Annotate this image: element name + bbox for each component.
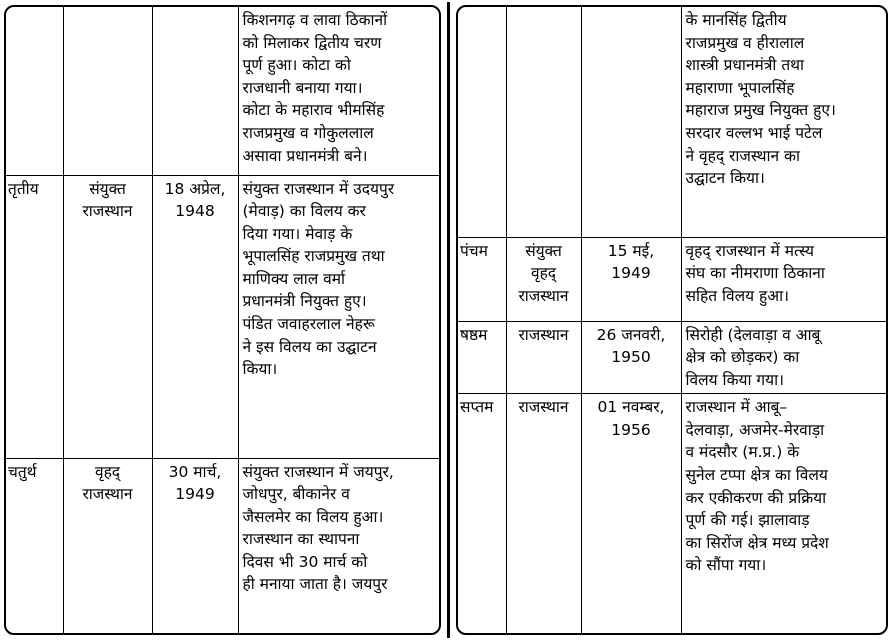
description-line: के मानसिंह द्वितीय <box>685 11 787 29</box>
description-line: भूपालसिंह राजप्रमुख तथा <box>242 247 385 266</box>
date-line: 26 जनवरी, <box>596 325 666 344</box>
description-line: किशनगढ़ व लावा ठिकानों <box>242 11 388 29</box>
description-line: असावा प्रधानमंत्री बने। <box>242 146 368 165</box>
table-row <box>6 175 439 458</box>
date-line: 15 मई, <box>607 241 655 260</box>
description-cell <box>681 321 886 394</box>
date-cell <box>581 394 681 634</box>
description-line: किया। <box>242 360 278 379</box>
description-cell <box>681 394 886 634</box>
state-name-line: संयुक्त <box>525 241 562 260</box>
date-line: 1950 <box>611 348 651 367</box>
description-line: पूर्ण हुआ। कोटा को <box>242 56 351 75</box>
state-name-cell <box>63 458 152 633</box>
description-cell <box>238 458 439 633</box>
description-line: विलय किया गया। <box>685 370 785 389</box>
description-line: देलवाड़ा, अजमेर-मेरवाड़ा <box>685 420 825 439</box>
description-line: दिया गया। मेवाड़ के <box>242 224 353 243</box>
description-line: जैसलमेर का विलय हुआ। <box>242 507 384 526</box>
state-name-line: राजस्थान <box>518 398 569 417</box>
date-cell <box>152 7 238 175</box>
description-line: सिरोही (देलवाड़ा व आबू <box>685 325 821 344</box>
description-line: संयुक्त राजस्थान में उदयपुर <box>242 179 395 198</box>
date-line: 1949 <box>611 264 651 283</box>
left-table-panel <box>4 5 441 635</box>
date-cell <box>581 237 681 321</box>
description-cell <box>681 237 886 321</box>
description-cell <box>681 7 886 237</box>
table-row <box>458 7 886 237</box>
table-row <box>458 321 886 394</box>
date-line: 30 मार्च, <box>168 462 222 481</box>
table-row <box>6 458 439 633</box>
date-cell <box>581 7 681 237</box>
state-name-line: राजस्थान <box>82 202 133 221</box>
state-name-cell <box>63 7 152 175</box>
table-row <box>458 394 886 634</box>
state-name-cell <box>506 321 581 394</box>
right-table-panel <box>456 5 888 635</box>
column-divider <box>447 2 450 638</box>
stage-cell: पंचम <box>458 237 506 321</box>
description-line: को सौंपा गया। <box>685 556 767 575</box>
right-table-body <box>458 7 886 634</box>
description-line: राजप्रमुख व हीरालाल <box>685 33 805 52</box>
integration-table-right <box>458 7 886 634</box>
description-line: माणिक्य लाल वर्मा <box>242 269 346 288</box>
state-name-cell <box>63 175 152 458</box>
description-cell <box>238 175 439 458</box>
date-cell <box>581 321 681 394</box>
description-line: संघ का नीमराणा ठिकाना <box>685 264 825 283</box>
stage-cell: सप्तम <box>458 394 506 634</box>
table-row <box>458 237 886 321</box>
description-line: का सिरोंज क्षेत्र मध्य प्रदेश <box>685 533 829 552</box>
description-line: पंडित जवाहरलाल नेहरू <box>242 315 375 334</box>
date-cell <box>152 458 238 633</box>
description-line: राजप्रमुख व गोकुललाल <box>242 123 374 142</box>
state-name-line: वृहद् <box>94 462 121 481</box>
description-line: को मिलाकर द्वितीय चरण <box>242 33 382 52</box>
date-line: 1956 <box>611 420 651 439</box>
state-name-cell <box>506 394 581 634</box>
integration-table-left <box>6 7 439 633</box>
description-line: पूर्ण की गई। झालावाड़ <box>685 511 810 530</box>
description-line: प्रधानमंत्री नियुक्त हुए। <box>242 292 367 311</box>
stage-cell <box>458 7 506 237</box>
stage-cell: चतुर्थ <box>6 458 63 633</box>
description-line: व मंदसौर (म.प्र.) के <box>685 443 800 462</box>
description-line: महाराज प्रमुख नियुक्त हुए। <box>685 101 836 120</box>
description-line: ने वृहद् राजस्थान का <box>685 146 800 165</box>
stage-cell <box>6 7 63 175</box>
date-line: 18 अप्रेल, <box>164 179 226 198</box>
description-line: (मेवाड़) का विलय कर <box>242 202 366 221</box>
description-line: सहित विलय हुआ। <box>685 286 789 305</box>
state-name-cell <box>506 237 581 321</box>
table-row <box>6 7 439 175</box>
description-line: ही मनाया जाता है। जयपुर <box>242 575 388 594</box>
date-line: 1948 <box>175 202 215 221</box>
date-line: 01 नवम्बर, <box>597 398 665 417</box>
left-table-body <box>6 7 439 633</box>
description-line: संयुक्त राजस्थान में जयपुर, <box>242 462 394 481</box>
state-name-line: संयुक्त <box>89 179 126 198</box>
description-line: कर एकीकरण की प्रक्रिया <box>685 488 827 507</box>
date-line: 1949 <box>175 485 215 504</box>
date-cell <box>152 175 238 458</box>
stage-cell: तृतीय <box>6 175 63 458</box>
description-line: वृहद् राजस्थान में मत्स्य <box>685 241 814 260</box>
state-name-line: राजस्थान <box>82 485 133 504</box>
description-line: महाराणा भूपालसिंह <box>685 78 795 97</box>
state-name-line: राजस्थान <box>518 286 569 305</box>
description-line: ने इस विलय का उद्घाटन <box>242 337 377 356</box>
stage-cell: षष्ठम <box>458 321 506 394</box>
description-line: उद्घाटन किया। <box>685 169 765 188</box>
state-name-line: राजस्थान <box>518 325 569 344</box>
description-line: दिवस भी 30 मार्च को <box>242 552 368 571</box>
state-name-cell <box>506 7 581 237</box>
description-line: क्षेत्र को छोड़कर) का <box>685 348 800 367</box>
description-line: कोटा के महाराव भीमसिंह <box>242 101 385 120</box>
description-line: राजस्थान का स्थापना <box>242 530 360 549</box>
description-line: शास्त्री प्रधानमंत्री तथा <box>685 56 805 75</box>
description-line: सुनेल टप्पा क्षेत्र का विलय <box>685 466 828 485</box>
description-line: राजधानी बनाया गया। <box>242 78 363 97</box>
description-line: सरदार वल्लभ भाई पटेल <box>685 123 823 142</box>
description-line: जोधपुर, बीकानेर व <box>242 485 350 504</box>
description-cell <box>238 7 439 175</box>
description-line: राजस्थान में आबू– <box>685 398 788 417</box>
state-name-line: वृहद् <box>530 264 557 283</box>
